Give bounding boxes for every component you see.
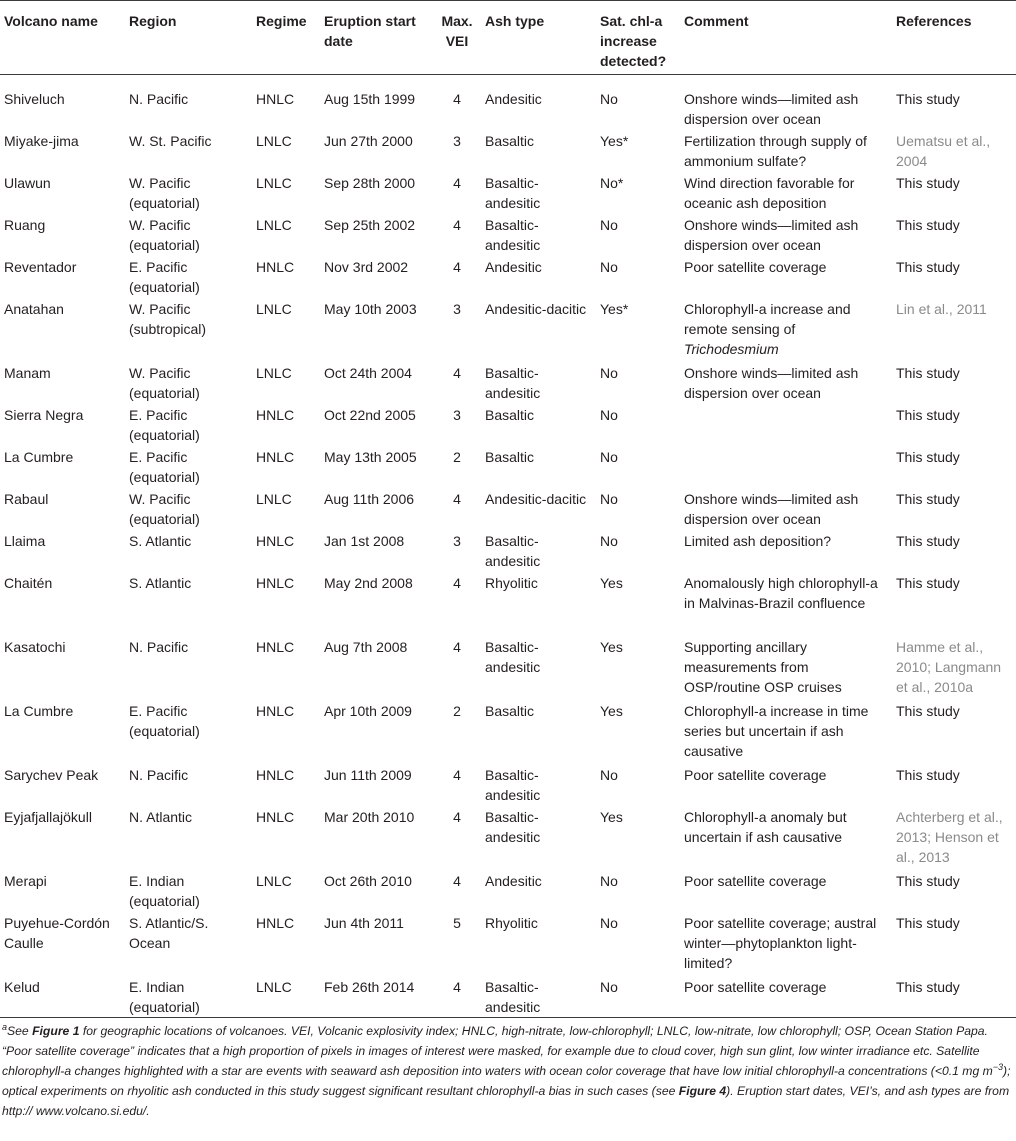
- cell-region: N. Pacific: [129, 638, 189, 655]
- footnote-text-2: ); optical experiments on rhyolitic ash conducted in this study suggest significant resultant chlorophyll-a bias in such cases (see: [2, 1064, 1011, 1098]
- cell-chl-increase: No: [600, 532, 618, 549]
- cell-comment: Chlorophyll-a anomaly but uncertain if ash causative: [684, 808, 847, 845]
- cell-max-vei: 3: [453, 132, 461, 149]
- cell-chl-increase: No: [600, 258, 618, 275]
- cell-ash-type: Andesitic-dacitic: [485, 490, 587, 507]
- table-row: [0, 256, 1016, 298]
- table-footnote: [2, 1021, 1012, 1121]
- cell-volcano-name: Anatahan: [4, 300, 64, 317]
- cell-ash-type: Basaltic-andesitic: [485, 364, 541, 401]
- cell-comment: Poor satellite coverage: [684, 872, 827, 889]
- cell-ash-type: Basaltic-andesitic: [485, 216, 541, 253]
- cell-comment: Poor satellite coverage: [684, 978, 827, 995]
- cell-eruption-date: Aug 7th 2008: [324, 638, 408, 655]
- cell-regime: LNLC: [256, 174, 292, 191]
- cell-ash-type: Basaltic: [485, 448, 535, 465]
- cell-chl-increase: No: [600, 490, 618, 507]
- cell-region: E. Indian (equatorial): [129, 872, 200, 909]
- cell-regime: HNLC: [256, 766, 295, 783]
- table-row: [0, 172, 1016, 214]
- cell-region: N. Atlantic: [129, 808, 193, 825]
- cell-regime: HNLC: [256, 702, 295, 719]
- cell-volcano-name: Sarychev Peak: [4, 766, 99, 783]
- cell-chl-increase: Yes: [600, 702, 623, 719]
- cell-volcano-name: Ulawun: [4, 174, 51, 191]
- cell-comment: [680, 446, 892, 488]
- cell-region: S. Atlantic/S. Ocean: [129, 914, 209, 951]
- cell-max-vei: 5: [453, 914, 461, 931]
- cell-references: This study: [896, 91, 960, 107]
- cell-eruption-date: Feb 26th 2014: [324, 978, 415, 995]
- cell-ash-type: Basaltic-andesitic: [485, 808, 541, 845]
- cell-ash-type: Basaltic-andesitic: [485, 766, 541, 803]
- cell-region: N. Pacific: [129, 91, 189, 107]
- table-row: [0, 806, 1016, 870]
- cell-references: Hamme et al., 2010; Langmann et al., 2010a: [896, 638, 1002, 695]
- footnote-text-1: for geographic locations of volcanoes. VEI, Volcanic explosivity index; HNLC, high-nitrate, low-chlorophyll; LNLC, low-nitrate, low chlorophyll; OSP, Ocean Station Papa. “Poor satellite coverage” indicates that a high proportion of pixels in images of interest were masked, for example due to cloud cover, high sun glint, low winter irradiance etc. Satellite chlorophyll-a changes highlighted with a star are events with seaward ash deposition into waters with ocean color coverage that have low initial chlorophyll-a concentrations (<0.1 mg m: [2, 1024, 993, 1078]
- cell-volcano-name: Shiveluch: [4, 91, 65, 107]
- cell-comment: Wind direction favorable for oceanic ash deposition: [684, 174, 855, 211]
- cell-region: W. Pacific (equatorial): [129, 490, 200, 527]
- cell-ash-type: Basaltic: [485, 406, 535, 423]
- header-references: References: [896, 13, 972, 29]
- comment-text: Chlorophyll-a increase and remote sensing of: [684, 300, 851, 337]
- cell-region: E. Pacific (equatorial): [129, 258, 200, 295]
- cell-ash-type: Basaltic-andesitic: [485, 532, 541, 569]
- cell-regime: LNLC: [256, 216, 292, 233]
- header-chl-increase: Sat. chl-a increase detected?: [600, 13, 667, 69]
- header-comment: Comment: [684, 13, 749, 29]
- header-ash-type: Ash type: [485, 13, 545, 29]
- cell-ash-type: Basaltic: [485, 132, 535, 149]
- cell-region: W. St. Pacific: [129, 132, 212, 149]
- cell-max-vei: 4: [453, 216, 461, 233]
- cell-eruption-date: Aug 11th 2006: [324, 490, 415, 507]
- footnote-text-3: ). Eruption start dates, VEI’s, and ash types are from http:// www.volcano.si.edu/.: [2, 1084, 1010, 1118]
- cell-region: E. Pacific (equatorial): [129, 448, 200, 485]
- cell-region: N. Pacific: [129, 766, 189, 783]
- cell-eruption-date: Mar 20th 2010: [324, 808, 415, 825]
- cell-references: This study: [896, 914, 960, 931]
- cell-comment: Onshore winds—limited ash dispersion over ocean: [684, 490, 859, 527]
- table-row: [0, 130, 1016, 172]
- table-row: [0, 404, 1016, 446]
- cell-chl-increase: No: [600, 364, 618, 381]
- cell-max-vei: 2: [453, 702, 461, 719]
- table-row: [0, 636, 1016, 700]
- cell-regime: HNLC: [256, 448, 295, 465]
- cell-max-vei: 4: [453, 978, 461, 995]
- cell-ash-type: Rhyolitic: [485, 574, 538, 591]
- cell-eruption-date: Jun 27th 2000: [324, 132, 413, 149]
- cell-references: This study: [896, 406, 960, 423]
- cell-comment: Onshore winds—limited ash dispersion over ocean: [684, 364, 859, 401]
- cell-regime: LNLC: [256, 364, 292, 381]
- cell-ash-type: Basaltic: [485, 702, 535, 719]
- cell-eruption-date: Nov 3rd 2002: [324, 258, 409, 275]
- cell-chl-increase: No: [600, 872, 618, 889]
- cell-references: This study: [896, 978, 960, 995]
- cell-references: This study: [896, 490, 960, 507]
- cell-max-vei: 4: [453, 174, 461, 191]
- cell-references: This study: [896, 872, 960, 889]
- table-row: [0, 214, 1016, 256]
- table-row: [0, 298, 1016, 362]
- cell-max-vei: 4: [453, 258, 461, 275]
- footnote-figure4-ref: Figure 4: [678, 1084, 727, 1098]
- cell-references: This study: [896, 216, 960, 233]
- cell-comment: [680, 298, 892, 362]
- cell-ash-type: Andesitic: [485, 91, 542, 107]
- cell-region: W. Pacific (equatorial): [129, 216, 200, 253]
- cell-references: Lin et al., 2011: [896, 300, 987, 317]
- cell-region: S. Atlantic: [129, 574, 192, 591]
- cell-eruption-date: May 10th 2003: [324, 300, 417, 317]
- cell-comment: Anomalously high chlorophyll-a in Malvinas-Brazil confluence: [684, 574, 878, 611]
- comment-italic-term: Trichodesmium: [684, 340, 779, 357]
- cell-chl-increase: No*: [600, 174, 624, 191]
- cell-max-vei: 3: [453, 532, 461, 549]
- cell-comment: Poor satellite coverage: [684, 258, 827, 275]
- cell-region: W. Pacific (equatorial): [129, 364, 200, 401]
- cell-max-vei: 4: [453, 364, 461, 381]
- cell-eruption-date: Oct 22nd 2005: [324, 406, 416, 423]
- cell-regime: LNLC: [256, 872, 292, 889]
- cell-chl-increase: No: [600, 448, 618, 465]
- cell-chl-increase: No: [600, 406, 618, 423]
- cell-volcano-name: Chaitén: [4, 574, 53, 591]
- cell-chl-increase: Yes: [600, 574, 623, 591]
- cell-region: E. Pacific (equatorial): [129, 702, 200, 739]
- cell-comment: Poor satellite coverage; austral winter—phytoplankton light-limited?: [684, 914, 877, 971]
- header-volcano-name: Volcano name: [4, 13, 98, 29]
- cell-max-vei: 4: [453, 638, 461, 655]
- cell-regime: LNLC: [256, 300, 292, 317]
- cell-region: W. Pacific (equatorial): [129, 174, 200, 211]
- cell-chl-increase: Yes*: [600, 300, 629, 317]
- cell-region: W. Pacific (subtropical): [129, 300, 207, 337]
- header-eruption-start-date: Eruption start date: [324, 13, 416, 49]
- cell-chl-increase: No: [600, 914, 618, 931]
- cell-volcano-name: Miyake-jima: [4, 132, 79, 149]
- cell-references: This study: [896, 174, 960, 191]
- header-max-vei: Max. VEI: [441, 13, 473, 49]
- cell-volcano-name: Reventador: [4, 258, 77, 275]
- cell-volcano-name: La Cumbre: [4, 702, 74, 719]
- cell-eruption-date: Jun 4th 2011: [324, 914, 404, 931]
- table-row: [0, 764, 1016, 806]
- cell-volcano-name: Eyjafjallajökull: [4, 808, 92, 825]
- cell-comment: Onshore winds—limited ash dispersion over ocean: [684, 91, 859, 127]
- cell-region: E. Indian (equatorial): [129, 978, 200, 1015]
- cell-comment: Supporting ancillary measurements from OSP/routine OSP cruises: [684, 638, 842, 695]
- cell-max-vei: 4: [453, 574, 461, 591]
- table-row: [0, 530, 1016, 572]
- cell-references: Achterberg et al., 2013; Henson et al., 2013: [896, 808, 1003, 865]
- cell-chl-increase: No: [600, 91, 618, 107]
- cell-regime: HNLC: [256, 914, 295, 931]
- cell-comment: Fertilization through supply of ammonium sulfate?: [684, 132, 867, 169]
- cell-max-vei: 3: [453, 300, 461, 317]
- cell-volcano-name: Ruang: [4, 216, 46, 233]
- cell-references: This study: [896, 448, 960, 465]
- cell-regime: HNLC: [256, 574, 295, 591]
- cell-regime: HNLC: [256, 808, 295, 825]
- table-row: [0, 488, 1016, 530]
- cell-eruption-date: Sep 28th 2000: [324, 174, 416, 191]
- cell-references: This study: [896, 532, 960, 549]
- cell-comment: [680, 404, 892, 446]
- table-row: [0, 446, 1016, 488]
- cell-eruption-date: May 13th 2005: [324, 448, 417, 465]
- cell-regime: HNLC: [256, 91, 295, 107]
- table-row: [0, 870, 1016, 912]
- cell-ash-type: Rhyolitic: [485, 914, 538, 931]
- cell-volcano-name: Merapi: [4, 872, 47, 889]
- table-row: [0, 700, 1016, 764]
- cell-volcano-name: Puyehue-Cordón Caulle: [4, 914, 110, 951]
- cell-regime: HNLC: [256, 258, 295, 275]
- cell-regime: LNLC: [256, 132, 292, 149]
- cell-volcano-name: Manam: [4, 364, 51, 381]
- cell-ash-type: Basaltic-andesitic: [485, 174, 541, 211]
- cell-max-vei: 4: [453, 766, 461, 783]
- cell-eruption-date: May 2nd 2008: [324, 574, 413, 591]
- cell-ash-type: Andesitic-dacitic: [485, 300, 587, 317]
- cell-ash-type: Andesitic: [485, 258, 542, 275]
- table-row: [0, 75, 1016, 130]
- header-regime: Regime: [256, 13, 307, 29]
- cell-regime: HNLC: [256, 532, 295, 549]
- table-row: [0, 362, 1016, 404]
- cell-max-vei: 4: [453, 872, 461, 889]
- cell-references: This study: [896, 258, 960, 275]
- cell-eruption-date: Sep 25th 2002: [324, 216, 416, 233]
- footnote-exponent: −3: [992, 1061, 1004, 1072]
- cell-references: This study: [896, 574, 960, 591]
- cell-volcano-name: Kasatochi: [4, 638, 66, 655]
- cell-comment: Chlorophyll-a increase in time series but uncertain if ash causative: [684, 702, 869, 759]
- cell-max-vei: 2: [453, 448, 461, 465]
- cell-references: This study: [896, 702, 960, 719]
- table-row: [0, 976, 1016, 1018]
- cell-volcano-name: Rabaul: [4, 490, 49, 507]
- cell-eruption-date: Apr 10th 2009: [324, 702, 412, 719]
- cell-chl-increase: No: [600, 978, 618, 995]
- cell-volcano-name: Sierra Negra: [4, 406, 84, 423]
- cell-chl-increase: No: [600, 766, 618, 783]
- cell-chl-increase: Yes: [600, 638, 623, 655]
- cell-chl-increase: No: [600, 216, 618, 233]
- cell-references: This study: [896, 766, 960, 783]
- cell-volcano-name: La Cumbre: [4, 448, 74, 465]
- cell-references: This study: [896, 364, 960, 381]
- cell-max-vei: 4: [453, 808, 461, 825]
- cell-max-vei: 3: [453, 406, 461, 423]
- cell-chl-increase: Yes*: [600, 132, 629, 149]
- cell-eruption-date: Oct 26th 2010: [324, 872, 412, 889]
- cell-eruption-date: Jan 1st 2008: [324, 532, 405, 549]
- cell-eruption-date: Oct 24th 2004: [324, 364, 412, 381]
- cell-ash-type: Andesitic: [485, 872, 542, 889]
- cell-region: E. Pacific (equatorial): [129, 406, 200, 443]
- cell-volcano-name: Llaima: [4, 532, 46, 549]
- cell-ash-type: Basaltic-andesitic: [485, 638, 541, 675]
- cell-regime: HNLC: [256, 638, 295, 655]
- cell-comment: Limited ash deposition?: [684, 532, 832, 549]
- footnote-figure1-ref: Figure 1: [32, 1024, 80, 1038]
- cell-max-vei: 4: [453, 490, 461, 507]
- cell-regime: LNLC: [256, 978, 292, 995]
- cell-regime: HNLC: [256, 406, 295, 423]
- cell-max-vei: 4: [453, 91, 461, 107]
- cell-eruption-date: Aug 15th 1999: [324, 91, 416, 107]
- footnote-see: See: [7, 1024, 29, 1038]
- cell-chl-increase: Yes: [600, 808, 623, 825]
- cell-comment: Poor satellite coverage: [684, 766, 827, 783]
- cell-region: S. Atlantic: [129, 532, 192, 549]
- table-row: [0, 572, 1016, 636]
- table-row: [0, 912, 1016, 976]
- cell-regime: LNLC: [256, 490, 292, 507]
- cell-ash-type: Basaltic-andesitic: [485, 978, 541, 1015]
- header-region: Region: [129, 13, 177, 29]
- table-body: [0, 75, 1016, 1018]
- footnote-marker: a: [2, 1021, 8, 1032]
- cell-references: Uematsu et al., 2004: [896, 132, 991, 169]
- cell-eruption-date: Jun 11th 2009: [324, 766, 412, 783]
- header-row: [0, 1, 1016, 75]
- cell-comment: Onshore winds—limited ash dispersion over ocean: [684, 216, 859, 253]
- cell-volcano-name: Kelud: [4, 978, 40, 995]
